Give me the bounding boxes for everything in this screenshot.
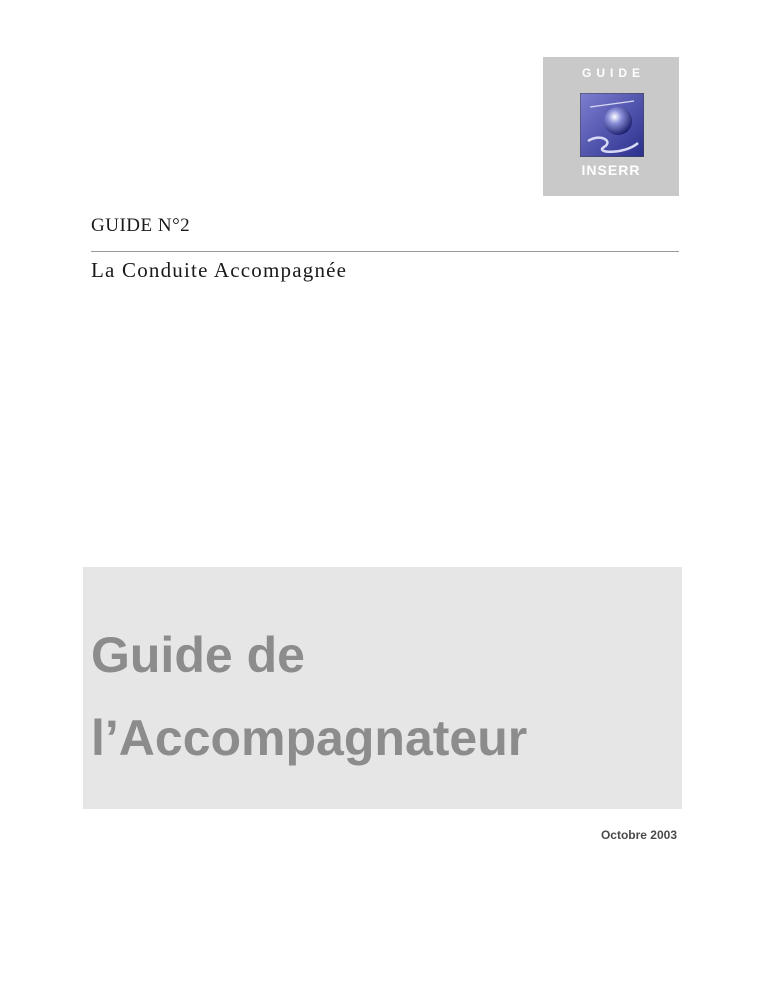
logo-top-label: GUIDE (581, 66, 645, 80)
title-line-2: l’Accompagnateur (91, 710, 528, 766)
title-line-1: Guide de (91, 627, 305, 683)
header-divider (91, 251, 679, 252)
guide-number: GUIDE N°2 (91, 215, 191, 236)
inserr-logo (543, 57, 679, 196)
document-subtitle: La Conduite Accompagnée (91, 258, 348, 282)
globe-road-emblem-icon (580, 93, 644, 157)
logo-bottom-label: INSERR (581, 162, 641, 178)
title-band (83, 567, 682, 809)
publication-date: Octobre 2003 (600, 828, 677, 842)
